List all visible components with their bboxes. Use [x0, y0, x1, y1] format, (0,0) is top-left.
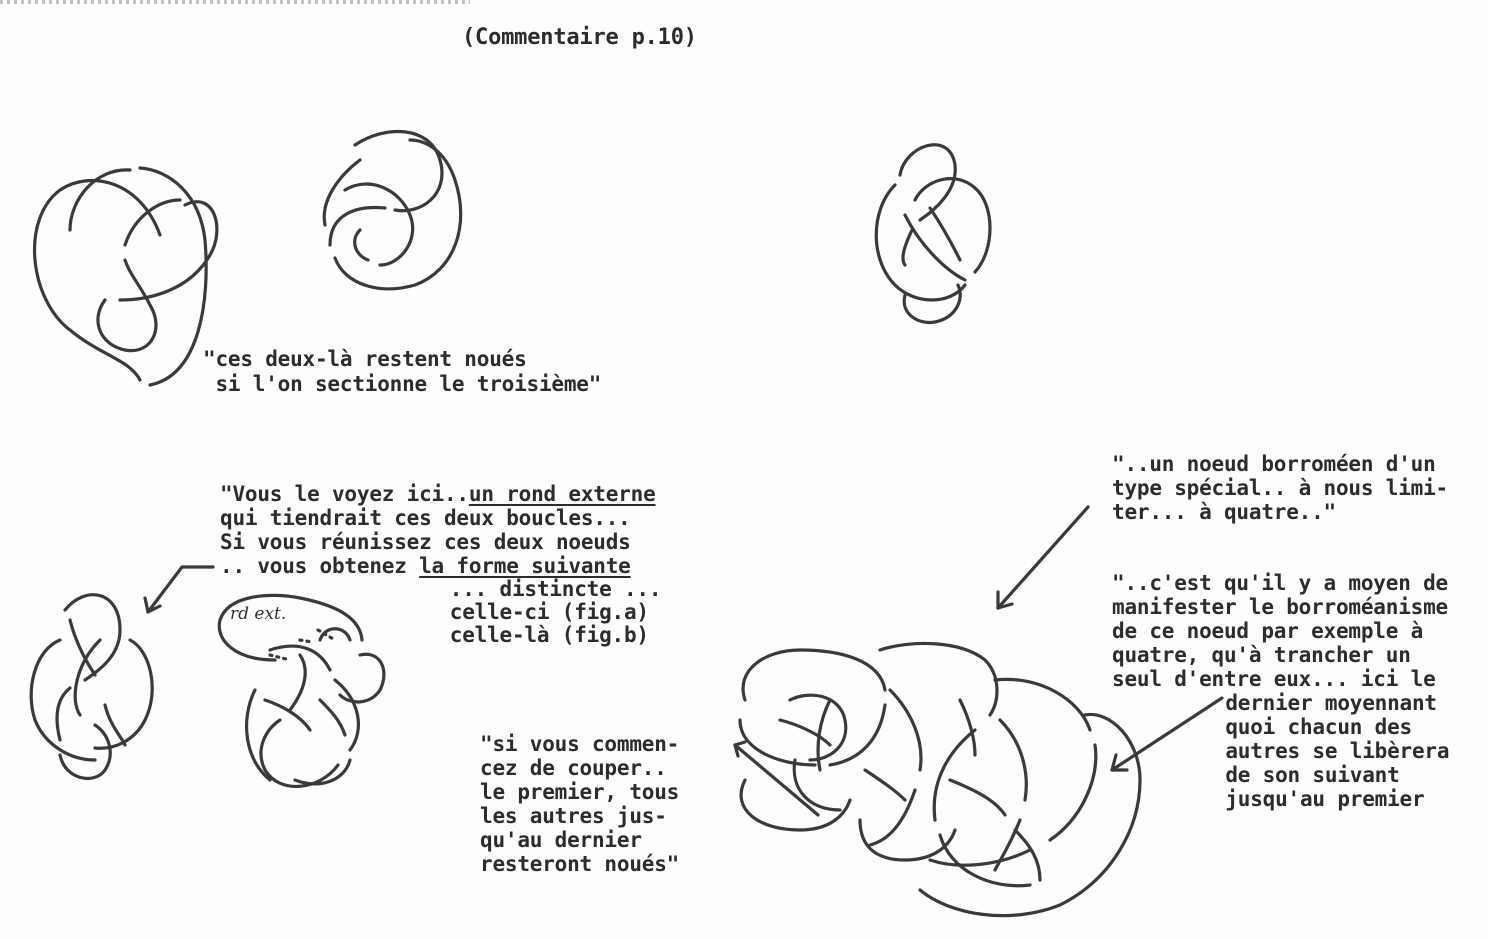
quote-four-line-9: de son suivant — [1188, 763, 1400, 787]
quote-borromean-line-1: "..un noeud borroméen d'un — [1112, 452, 1436, 476]
arrow-icon — [735, 742, 818, 815]
handwritten-label: rd ext. — [230, 604, 287, 624]
quote-middle-line-3: Si vous réunissez ces deux noeuds — [220, 530, 631, 554]
quote-middle-text: "Vous le voyez ici.. — [220, 482, 469, 506]
quote-middle-line-1 — [220, 482, 656, 506]
quote-cut-line-3: le premier, tous — [480, 780, 680, 804]
quote-middle-line-2: qui tiendrait ces deux boucles... — [220, 506, 631, 530]
knot-drawing-4 — [31, 595, 152, 779]
quote-borromean-line-2: type spécial.. à nous limi- — [1112, 476, 1448, 500]
quote-middle-line-4 — [220, 554, 631, 578]
quote-borromean-line-3: ter... à quatre.." — [1112, 500, 1336, 524]
quote-cut-line-6: resteront noués" — [480, 852, 680, 876]
quote-four-line-4: quatre, qu'à trancher un — [1112, 643, 1411, 667]
dotted-marks — [270, 630, 335, 660]
quote-middle-line-7: celle-là (fig.b) — [400, 623, 649, 647]
underlined-phrase: un rond externe — [468, 482, 656, 506]
arrow-icon — [998, 507, 1088, 608]
knot-drawing-3 — [876, 145, 990, 323]
quote-top-line-1: "ces deux-là restent noués — [203, 347, 527, 371]
knot-drawing-5 — [219, 595, 384, 786]
quote-middle-text: .. vous obtenez — [220, 554, 420, 578]
quote-four-line-1: "..c'est qu'il y a moyen de — [1112, 571, 1448, 595]
quote-four-line-5: seul d'entre eux... ici le — [1112, 667, 1436, 691]
quote-top-line-2: si l'on sectionne le troisième" — [203, 372, 602, 396]
quote-middle-line-5: ... distincte ... — [400, 577, 662, 601]
quote-four-line-8: autres se libèrera — [1188, 739, 1450, 763]
arrow-icon — [145, 567, 213, 612]
knot-drawing-1 — [35, 168, 217, 385]
quote-four-line-3: de ce noeud par exemple à — [1112, 619, 1424, 643]
quote-four-line-2: manifester le borroméanisme — [1112, 595, 1448, 619]
quote-four-line-6: dernier moyennant — [1188, 691, 1437, 715]
quote-cut-line-2: cez de couper.. — [480, 756, 667, 780]
underlined-phrase: la forme suivante — [419, 554, 631, 578]
knot-drawing-2 — [324, 131, 460, 288]
quote-cut-line-4: les autres jus- — [480, 804, 667, 828]
knot-drawing-6 — [740, 643, 1140, 915]
quote-cut-line-5: qu'au dernier — [480, 828, 642, 852]
page-title: (Commentaire p.10) — [462, 25, 697, 50]
quote-four-line-7: quoi chacun des — [1188, 715, 1412, 739]
quote-cut-line-1: "si vous commen- — [480, 732, 680, 756]
quote-four-line-10: jusqu'au premier — [1188, 787, 1425, 811]
quote-middle-line-6: celle-ci (fig.a) — [400, 600, 649, 624]
